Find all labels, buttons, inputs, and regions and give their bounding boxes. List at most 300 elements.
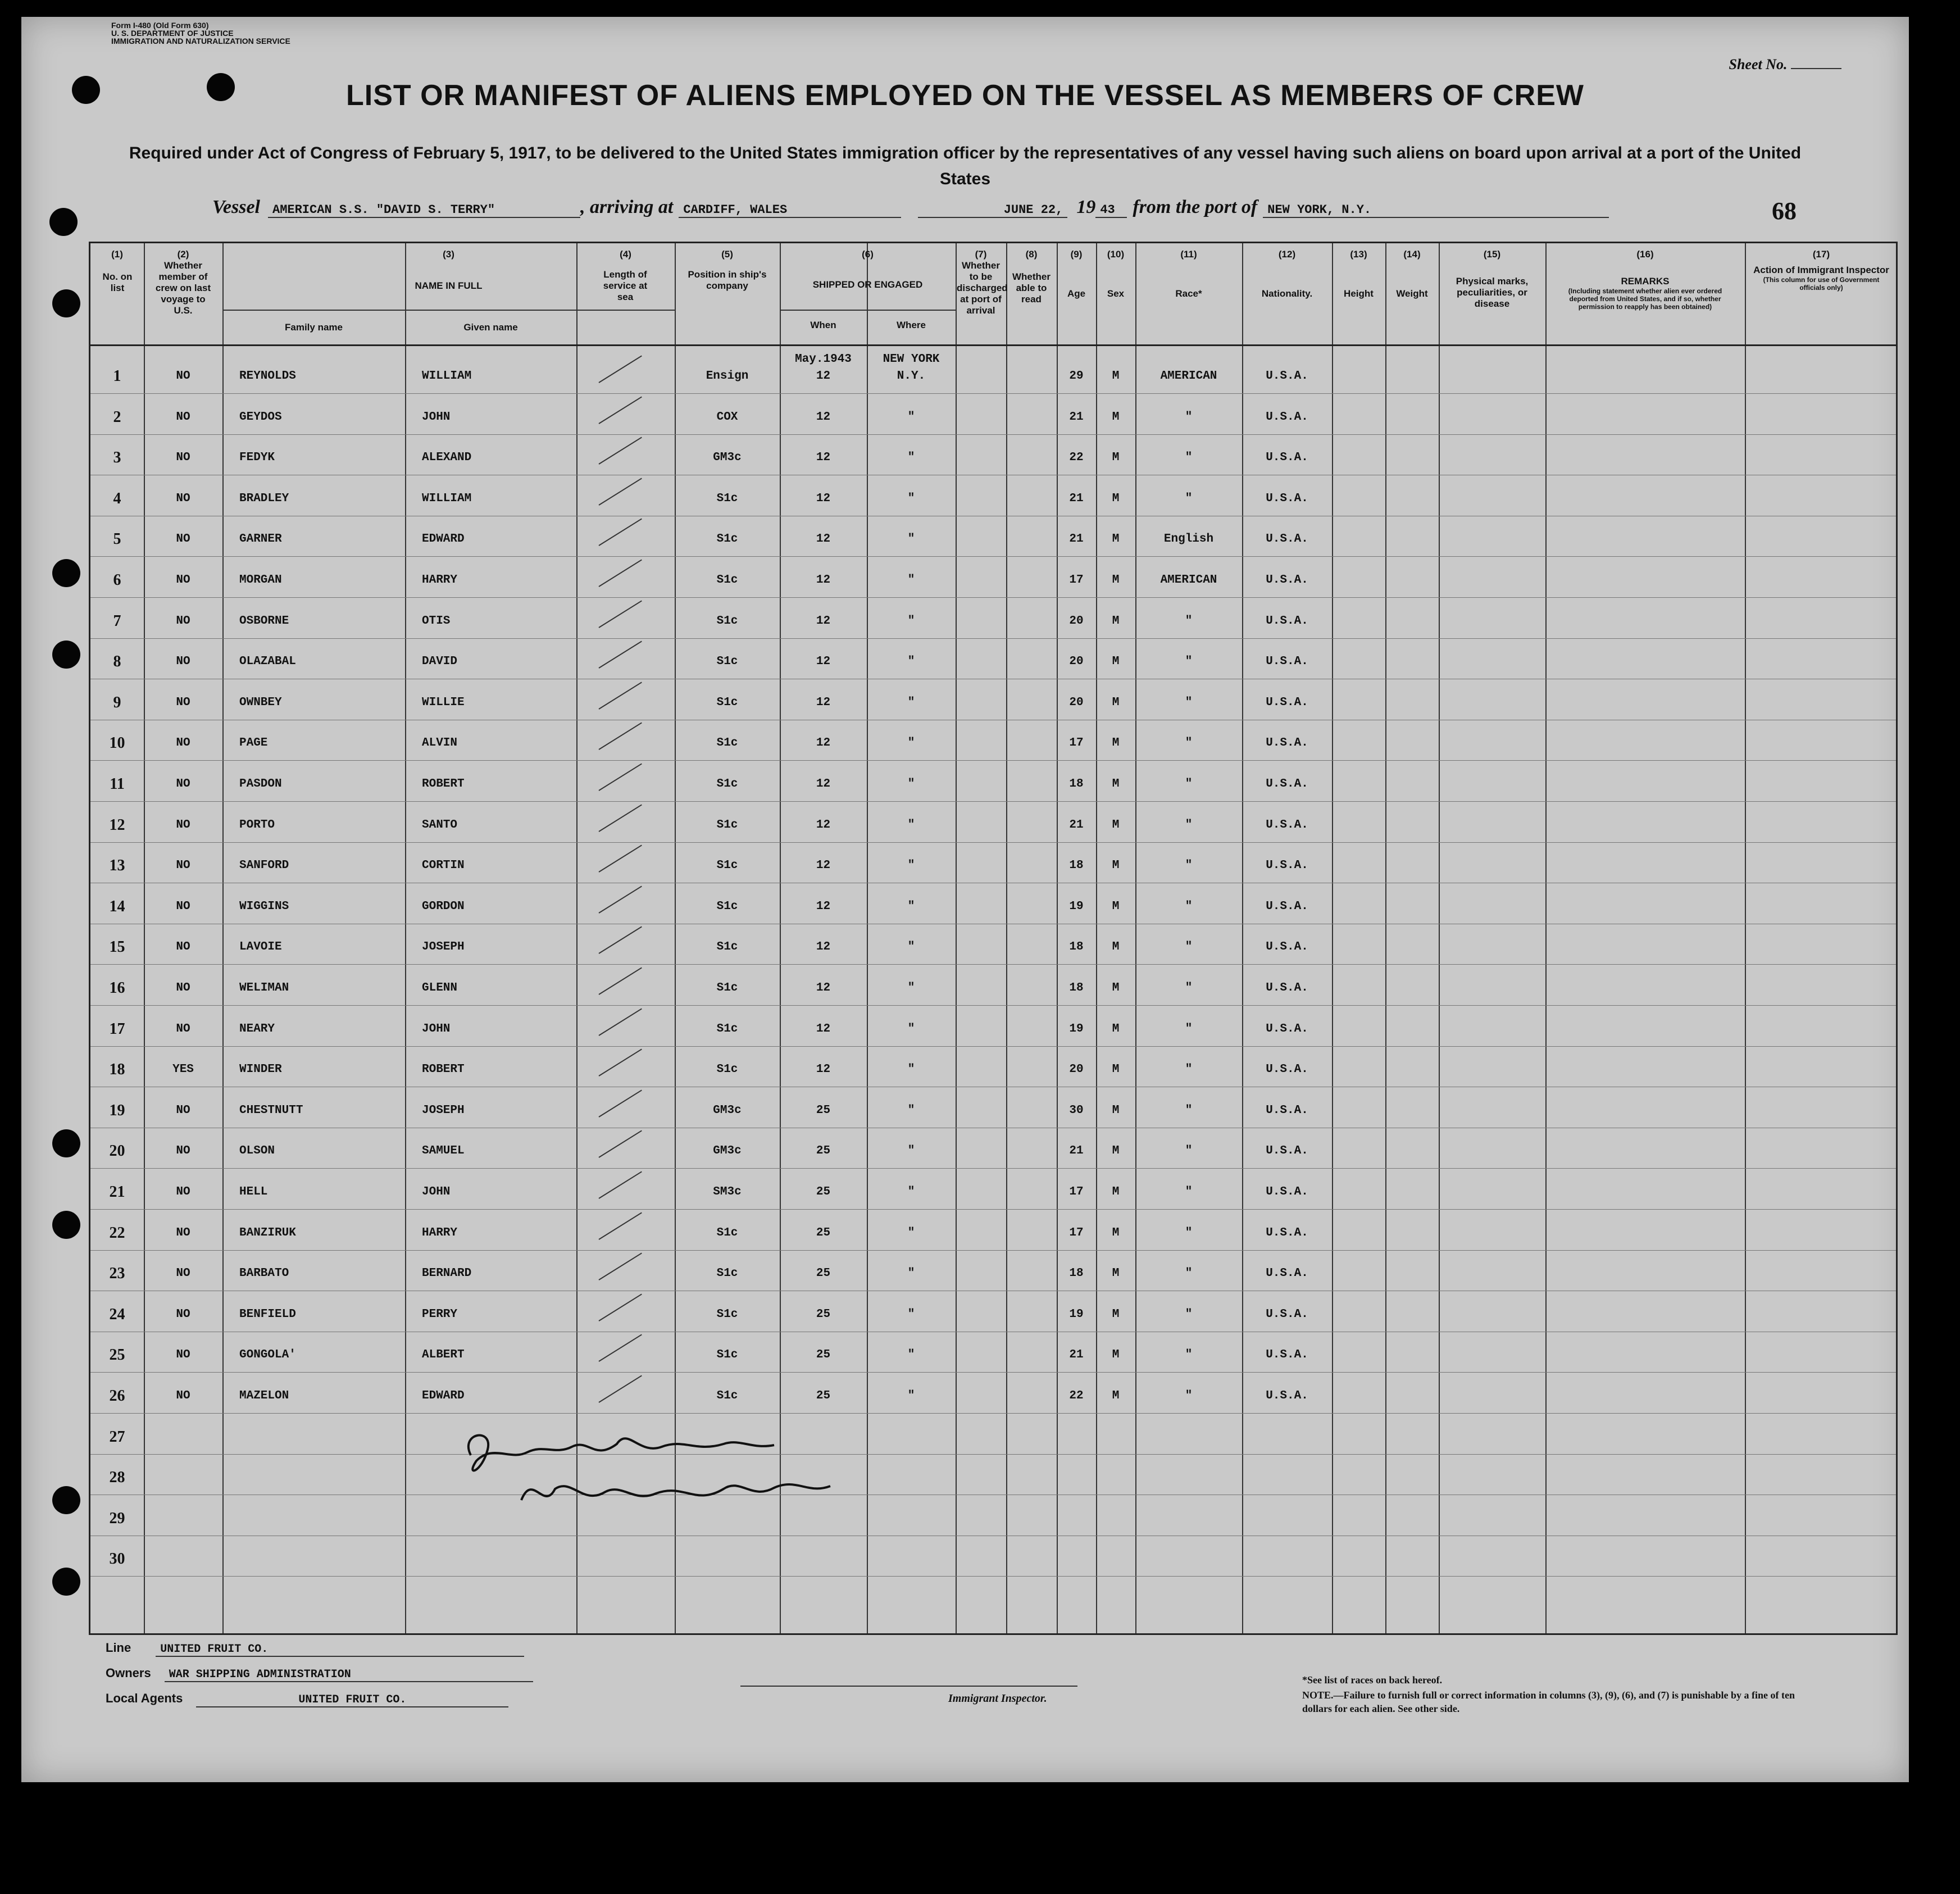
cell-when: 12 xyxy=(816,410,831,424)
cell-where: " xyxy=(907,492,915,505)
cell-n: 14 xyxy=(109,897,125,915)
length-of-service-mark xyxy=(598,1049,642,1077)
length-of-service-mark xyxy=(598,1212,642,1239)
cell-age: 19 xyxy=(1069,900,1084,913)
cell-pos: S1c xyxy=(716,1267,738,1280)
cell-race: " xyxy=(1185,614,1193,628)
penalty-note: NOTE.—Failure to furnish full or correct information in columns (3), (9), (6), and (7) is punishable by a fine of ten dollars for each alien. See other side. xyxy=(1302,1689,1795,1714)
cell-n: 10 xyxy=(109,734,125,752)
cell-sex: M xyxy=(1112,1186,1120,1198)
cell-sex: M xyxy=(1112,1103,1120,1117)
cell-given: CORTIN xyxy=(422,859,465,873)
cell-n: 5 xyxy=(113,530,121,548)
row-divider xyxy=(90,556,1896,557)
cell-n: 11 xyxy=(110,775,125,793)
cell-nat: U.S.A. xyxy=(1266,778,1308,791)
length-of-service-mark xyxy=(598,845,642,873)
cell-race: " xyxy=(1185,900,1193,913)
cell-crew: NO xyxy=(176,451,190,465)
cell-age: 20 xyxy=(1069,614,1084,628)
col-11-header: (11) Race* xyxy=(1175,249,1202,299)
col-6-header: (6) SHIPPED OR ENGAGED xyxy=(812,249,923,290)
cell-where: " xyxy=(907,1144,915,1158)
cell-crew: NO xyxy=(176,574,190,587)
cell-family: SANFORD xyxy=(239,859,289,873)
col-15-header: (15) Physical marks, peculiarities, or disease xyxy=(1456,249,1529,309)
cell-n: 12 xyxy=(109,816,125,834)
line-value: UNITED FRUIT CO. xyxy=(156,1643,524,1657)
cell-given: WILLIAM xyxy=(422,492,472,505)
manifest-page xyxy=(21,17,1909,1782)
cell-n: 22 xyxy=(109,1224,125,1242)
inspector-label: Immigrant Inspector. xyxy=(948,1692,1047,1705)
col-17-header: (17) Action of Immigrant Inspector (This column for use of Government officials only) xyxy=(1753,249,1889,292)
cell-where: " xyxy=(907,655,915,669)
cell-race: " xyxy=(1185,818,1193,832)
cell-age: 20 xyxy=(1069,1063,1084,1077)
cell-n: 4 xyxy=(113,489,121,507)
row-divider xyxy=(90,1372,1896,1373)
length-of-service-mark xyxy=(598,804,642,832)
cell-given: EDWARD xyxy=(422,533,465,546)
length-of-service-mark xyxy=(598,682,642,709)
cell-race: " xyxy=(1185,1226,1193,1239)
col-3-header: (3) NAME IN FULL xyxy=(415,249,483,291)
cell-family: GARNER xyxy=(239,533,282,546)
cell-family: REYNOLDS xyxy=(239,370,296,383)
cell-nat: U.S.A. xyxy=(1266,451,1308,465)
cell-crew: NO xyxy=(176,492,190,505)
cell-pos: S1c xyxy=(716,492,738,505)
from-label: from the port of xyxy=(1133,197,1258,217)
cell-pos: GM3c xyxy=(713,451,742,465)
punch-hole xyxy=(52,1129,80,1157)
form-identifier xyxy=(111,21,290,45)
cell-race: " xyxy=(1185,982,1193,994)
cell-where: " xyxy=(907,737,915,750)
row-divider xyxy=(90,1209,1896,1210)
cell-family: OSBORNE xyxy=(239,614,289,628)
cell-where: " xyxy=(907,1389,915,1402)
cell-nat: U.S.A. xyxy=(1266,410,1308,424)
cell-family: PASDON xyxy=(239,778,282,791)
cell-when: 12 xyxy=(816,614,831,628)
cell-nat: U.S.A. xyxy=(1266,1063,1308,1077)
year-prefix: 19 xyxy=(1076,197,1096,217)
cell-age: 20 xyxy=(1069,696,1084,709)
cell-family: OLAZABAL xyxy=(239,655,296,669)
cell-sex: M xyxy=(1112,900,1120,913)
cell-family: BANZIRUK xyxy=(239,1226,296,1239)
cell-age: 21 xyxy=(1069,533,1084,546)
cell-sex: M xyxy=(1112,696,1120,709)
row-divider xyxy=(90,638,1896,639)
cell-pos: S1c xyxy=(716,1022,738,1035)
family-name-header: Family name xyxy=(285,322,343,333)
row-divider xyxy=(90,964,1896,965)
cell-given: EDWARD xyxy=(422,1389,465,1402)
owners-row xyxy=(106,1666,533,1682)
cell-where: " xyxy=(907,1226,915,1239)
col-8-header: (8) Whether able to read xyxy=(1012,249,1051,305)
cell-race: " xyxy=(1185,410,1193,424)
cell-age: 17 xyxy=(1069,737,1084,750)
cell-sex: M xyxy=(1112,778,1120,791)
cell-nat: U.S.A. xyxy=(1266,900,1308,913)
cell-when: 12 xyxy=(816,1063,831,1077)
cell-age: 21 xyxy=(1069,492,1084,505)
crew-manifest-table xyxy=(89,242,1898,1635)
cell-given: SAMUEL xyxy=(422,1144,465,1158)
length-of-service-mark xyxy=(598,1375,642,1402)
cell-n: 2 xyxy=(113,408,121,426)
cell-age: 29 xyxy=(1069,370,1084,383)
cell-n: 6 xyxy=(113,571,121,589)
line-label: Line xyxy=(106,1641,131,1655)
cell-pos: GM3c xyxy=(713,1103,742,1117)
cell-n: 13 xyxy=(109,857,125,875)
cell-age: 21 xyxy=(1069,410,1084,424)
cell-where: " xyxy=(907,1186,915,1198)
punch-hole xyxy=(49,208,78,236)
row-divider xyxy=(90,393,1896,394)
cell-given: JOHN xyxy=(422,410,451,424)
col-9-header: (9) Age xyxy=(1067,249,1086,299)
col-10-header: (10) Sex xyxy=(1107,249,1125,299)
cell-n: 8 xyxy=(113,653,121,671)
cell-nat: U.S.A. xyxy=(1266,1186,1308,1198)
agents-row xyxy=(106,1691,508,1707)
cell-pos: Ensign xyxy=(706,370,749,383)
row-divider xyxy=(90,1576,1896,1577)
shipped-when-header: When xyxy=(810,320,836,330)
punch-hole xyxy=(52,1568,80,1596)
cell-when: 12 xyxy=(816,533,831,546)
cell-nat: U.S.A. xyxy=(1266,1389,1308,1402)
cell-family: MORGAN xyxy=(239,574,282,587)
cell-pos: S1c xyxy=(716,859,738,873)
cell-pos: S1c xyxy=(716,614,738,628)
cell-where: " xyxy=(907,1063,915,1077)
row-divider xyxy=(90,1005,1896,1006)
cell-race: " xyxy=(1185,737,1193,750)
cell-where: " xyxy=(907,859,915,873)
cell-age: 18 xyxy=(1069,941,1084,954)
cell-n: 26 xyxy=(109,1387,125,1405)
cell-nat: U.S.A. xyxy=(1266,941,1308,954)
row-divider xyxy=(90,1168,1896,1169)
cell-sex: M xyxy=(1112,1389,1120,1402)
cell-family: OWNBEY xyxy=(239,696,282,709)
cell-family: NEARY xyxy=(239,1022,275,1035)
service-name: IMMIGRATION AND NATURALIZATION SERVICE xyxy=(111,37,290,46)
agents-value: UNITED FRUIT CO. xyxy=(196,1693,508,1707)
cell-when: 25 xyxy=(816,1267,831,1280)
cell-given: GLENN xyxy=(422,982,458,994)
inspector-signature xyxy=(460,1421,842,1537)
cell-when: 25 xyxy=(816,1144,831,1158)
length-of-service-mark xyxy=(598,926,642,954)
cell-given: JOHN xyxy=(422,1186,451,1198)
sheet-number-label xyxy=(1729,56,1842,73)
cell-where: " xyxy=(907,451,915,465)
cell-pos: S1c xyxy=(716,941,738,954)
cell-n: 15 xyxy=(109,938,125,956)
cell-n: 1 xyxy=(113,367,121,385)
cell-family: BENFIELD xyxy=(239,1307,296,1321)
cell-when: 12 xyxy=(816,655,831,669)
cell-pos: S1c xyxy=(716,900,738,913)
cell-race: English xyxy=(1163,533,1214,546)
agents-label: Local Agents xyxy=(106,1691,183,1705)
cell-sex: M xyxy=(1112,1022,1120,1035)
form-number: Form I-480 (Old Form 630) xyxy=(111,21,209,30)
cell-sex: M xyxy=(1112,1226,1120,1239)
cell-crew: NO xyxy=(176,737,190,750)
cell-sex: M xyxy=(1112,614,1120,628)
cell-crew: NO xyxy=(176,941,190,954)
row1-when-month: May.1943 xyxy=(795,353,852,366)
cell-pos: GM3c xyxy=(713,1144,742,1158)
punch-hole xyxy=(52,559,80,587)
cell-when: 25 xyxy=(816,1348,831,1362)
cell-given: ALVIN xyxy=(422,737,458,750)
cell-age: 19 xyxy=(1069,1307,1084,1321)
line-row xyxy=(106,1641,524,1657)
cell-where: " xyxy=(907,778,915,791)
cell-n: 3 xyxy=(113,449,121,467)
cell-crew: NO xyxy=(176,1022,190,1035)
vessel-label: Vessel xyxy=(212,197,260,217)
col-5-header: (5) Position in ship's company xyxy=(688,249,767,291)
cell-nat: U.S.A. xyxy=(1266,696,1308,709)
cell-when: 25 xyxy=(816,1389,831,1402)
cell-age: 22 xyxy=(1069,1389,1084,1402)
row-divider xyxy=(90,597,1896,598)
cell-nat: U.S.A. xyxy=(1266,574,1308,587)
cell-sex: M xyxy=(1112,1267,1120,1280)
cell-where: " xyxy=(907,696,915,709)
cell-where: " xyxy=(907,533,915,546)
cell-pos: S1c xyxy=(716,1226,738,1239)
cell-pos: S1c xyxy=(716,818,738,832)
cell-age: 22 xyxy=(1069,451,1084,465)
length-of-service-mark xyxy=(598,1334,642,1362)
cell-given: DAVID xyxy=(422,655,458,669)
cell-where: " xyxy=(907,614,915,628)
cell-crew: YES xyxy=(172,1063,194,1077)
cell-pos: S1c xyxy=(716,982,738,994)
cell-family: WINDER xyxy=(239,1063,282,1077)
cell-age: 18 xyxy=(1069,778,1084,791)
cell-when: 25 xyxy=(816,1307,831,1321)
cell-race: " xyxy=(1185,1103,1193,1117)
cell-given: HARRY xyxy=(422,1226,458,1239)
col-13-header: (13) Height xyxy=(1344,249,1374,299)
signature-scribble xyxy=(460,1421,842,1534)
cell-crew: NO xyxy=(176,1226,190,1239)
punch-hole xyxy=(52,641,80,669)
from-port-value: NEW YORK, N.Y. xyxy=(1263,203,1609,218)
cell-age: 21 xyxy=(1069,1348,1084,1362)
cell-race: " xyxy=(1185,778,1193,791)
cell-given: ALBERT xyxy=(422,1348,465,1362)
cell-given: ALEXAND xyxy=(422,451,472,465)
cell-n: 27 xyxy=(109,1428,125,1446)
row-divider xyxy=(90,842,1896,843)
cell-family: FEDYK xyxy=(239,451,275,465)
cell-when: 12 xyxy=(816,941,831,954)
cell-race: " xyxy=(1185,859,1193,873)
cell-pos: COX xyxy=(716,410,738,424)
cell-family: PAGE xyxy=(239,737,268,750)
cell-age: 17 xyxy=(1069,1226,1084,1239)
cell-crew: NO xyxy=(176,1144,190,1158)
cell-when: 12 xyxy=(816,778,831,791)
page-number: 68 xyxy=(1772,197,1797,225)
length-of-service-mark xyxy=(598,885,642,913)
inspector-signature-line xyxy=(740,1686,1077,1687)
row-divider xyxy=(90,760,1896,761)
col-2-header: (2) Whether member of crew on last voyage to U.S. xyxy=(155,249,211,316)
cell-race: " xyxy=(1185,1144,1193,1158)
cell-n: 20 xyxy=(109,1142,125,1160)
shipped-where-header: Where xyxy=(897,320,926,330)
cell-sex: M xyxy=(1112,982,1120,994)
cell-where: " xyxy=(907,1267,915,1280)
cell-crew: NO xyxy=(176,1186,190,1198)
length-of-service-mark xyxy=(598,723,642,750)
cell-crew: NO xyxy=(176,370,190,383)
cell-family: WELIMAN xyxy=(239,982,289,994)
cell-sex: M xyxy=(1112,818,1120,832)
cell-given: PERRY xyxy=(422,1307,458,1321)
cell-given: JOHN xyxy=(422,1022,451,1035)
cell-when: 12 xyxy=(816,1022,831,1035)
cell-race: AMERICAN xyxy=(1160,370,1217,383)
cell-family: BARBATO xyxy=(239,1267,289,1280)
length-of-service-mark xyxy=(598,437,642,465)
cell-sex: M xyxy=(1112,1144,1120,1158)
cell-when: 12 xyxy=(816,818,831,832)
row1-where-city: NEW YORK xyxy=(883,353,940,366)
row-divider xyxy=(90,1413,1896,1414)
cell-when: 25 xyxy=(816,1226,831,1239)
cell-crew: NO xyxy=(176,1389,190,1402)
cell-crew: NO xyxy=(176,1307,190,1321)
cell-pos: S1c xyxy=(716,1063,738,1077)
cell-race: " xyxy=(1185,1267,1193,1280)
cell-age: 18 xyxy=(1069,1267,1084,1280)
cell-n: 30 xyxy=(109,1550,125,1568)
cell-sex: M xyxy=(1112,859,1120,873)
cell-when: 25 xyxy=(816,1103,831,1117)
cell-where: " xyxy=(907,818,915,832)
cell-nat: U.S.A. xyxy=(1266,533,1308,546)
cell-n: 9 xyxy=(113,693,121,711)
punch-hole xyxy=(52,1486,80,1514)
cell-sex: M xyxy=(1112,533,1120,546)
cell-where: " xyxy=(907,410,915,424)
arriving-value: CARDIFF, WALES xyxy=(679,203,901,218)
cell-n: 29 xyxy=(109,1509,125,1527)
cell-nat: U.S.A. xyxy=(1266,1348,1308,1362)
cell-where: " xyxy=(907,982,915,994)
cell-pos: S1c xyxy=(716,574,738,587)
cell-given: OTIS xyxy=(422,614,451,628)
length-of-service-mark xyxy=(598,355,642,383)
department-name: U. S. DEPARTMENT OF JUSTICE xyxy=(111,29,234,38)
cell-race: " xyxy=(1185,1307,1193,1321)
row-divider xyxy=(90,1046,1896,1047)
cell-sex: M xyxy=(1112,451,1120,465)
cell-pos: S1c xyxy=(716,1389,738,1402)
cell-sex: M xyxy=(1112,1307,1120,1321)
cell-nat: U.S.A. xyxy=(1266,614,1308,628)
cell-given: WILLIAM xyxy=(422,370,472,383)
cell-pos: S1c xyxy=(716,778,738,791)
cell-n: 25 xyxy=(109,1346,125,1364)
cell-n: 19 xyxy=(109,1101,125,1119)
row-divider xyxy=(90,434,1896,435)
cell-nat: U.S.A. xyxy=(1266,818,1308,832)
arriving-label: , arriving at xyxy=(580,197,674,217)
date-value: JUNE 22, xyxy=(918,203,1067,218)
cell-sex: M xyxy=(1112,941,1120,954)
cell-crew: NO xyxy=(176,1267,190,1280)
owners-value: WAR SHIPPING ADMINISTRATION xyxy=(165,1668,533,1682)
cell-crew: NO xyxy=(176,655,190,669)
cell-n: 21 xyxy=(109,1183,125,1201)
cell-family: LAVOIE xyxy=(239,941,282,954)
cell-age: 17 xyxy=(1069,1186,1084,1198)
cell-when: 12 xyxy=(816,982,831,994)
cell-when: 12 xyxy=(816,451,831,465)
col-14-header: (14) Weight xyxy=(1396,249,1428,299)
cell-when: 12 xyxy=(816,900,831,913)
cell-where: N.Y. xyxy=(897,370,926,383)
cell-family: GONGOLA' xyxy=(239,1348,296,1362)
cell-race: " xyxy=(1185,655,1193,669)
cell-sex: M xyxy=(1112,1063,1120,1077)
length-of-service-mark xyxy=(598,600,642,628)
cell-sex: M xyxy=(1112,737,1120,750)
sheet-label: Sheet No. xyxy=(1729,56,1788,72)
cell-pos: SM3c xyxy=(713,1186,742,1198)
cell-pos: S1c xyxy=(716,1348,738,1362)
cell-when: 12 xyxy=(816,574,831,587)
col-12-header: (12) Nationality. xyxy=(1261,249,1313,299)
cell-nat: U.S.A. xyxy=(1266,655,1308,669)
length-of-service-mark xyxy=(598,1293,642,1321)
race-note: *See list of races on back hereof. xyxy=(1302,1674,1443,1686)
col-1-header: (1) No. on list xyxy=(102,249,133,293)
cell-when: 12 xyxy=(816,859,831,873)
length-of-service-mark xyxy=(598,1130,642,1158)
cell-age: 21 xyxy=(1069,1144,1084,1158)
cell-crew: NO xyxy=(176,778,190,791)
punch-hole xyxy=(52,1211,80,1239)
cell-family: PORTO xyxy=(239,818,275,832)
cell-race: " xyxy=(1185,451,1193,465)
length-of-service-mark xyxy=(598,396,642,424)
cell-age: 19 xyxy=(1069,1022,1084,1035)
cell-sex: M xyxy=(1112,574,1120,587)
cell-pos: S1c xyxy=(716,533,738,546)
cell-race: " xyxy=(1185,1389,1193,1402)
col-7-header: (7) Whether to be discharged at port of arrival xyxy=(957,249,1008,316)
col-16-header: (16) REMARKS (Including statement whether alien ever ordered deported from United States, and if so, whether permission to reapply has been obtained) xyxy=(1568,249,1722,311)
